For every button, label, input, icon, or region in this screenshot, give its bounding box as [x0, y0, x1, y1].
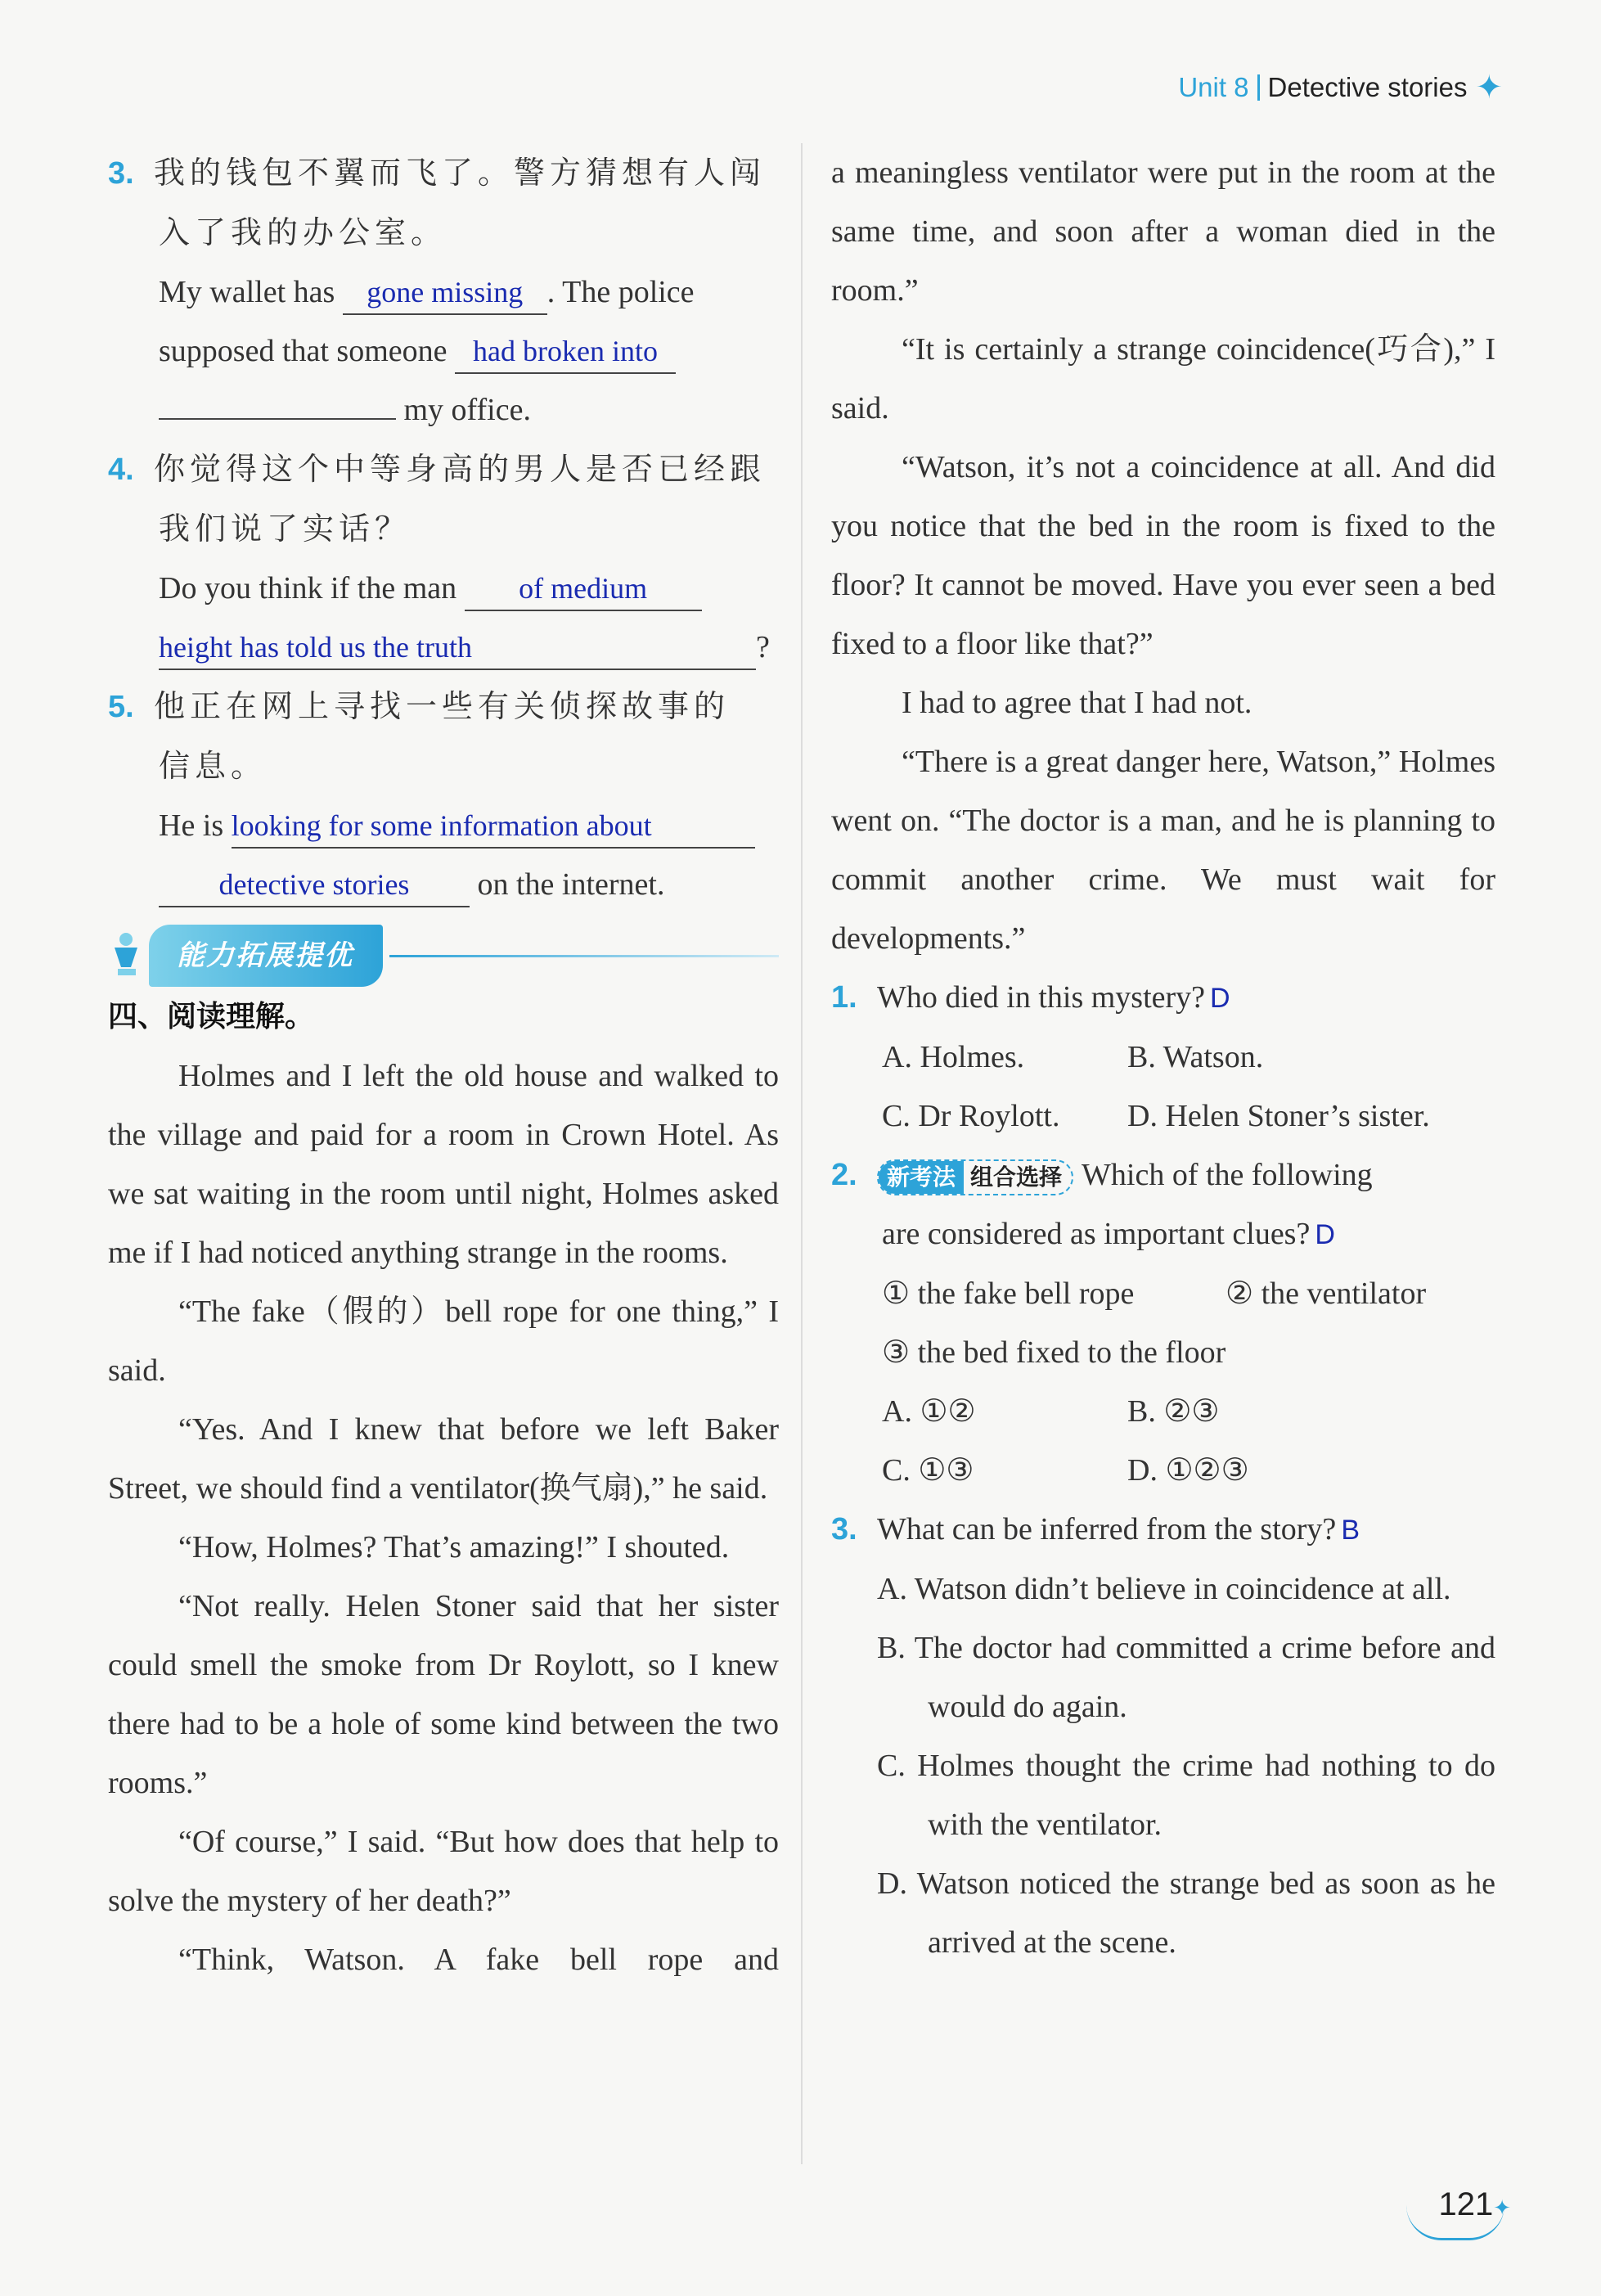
translation-question-5 — [108, 677, 779, 914]
passage-paragraph: I had to agree that I had not. — [902, 686, 1252, 720]
right-column — [831, 143, 1495, 1972]
sparkle-icon: ✦ — [1475, 70, 1503, 106]
sparkle-icon: ✦ — [1493, 2195, 1511, 2220]
options-row — [831, 1441, 1495, 1500]
reading-question-1 — [831, 968, 1495, 1146]
question-text: are considered as important clues? — [882, 1217, 1311, 1251]
reading-passage-left — [108, 1047, 779, 1989]
option-b[interactable]: B. Watson. — [1127, 1040, 1264, 1074]
banner-rule — [389, 955, 779, 957]
passage-paragraph: “How, Holmes? That’s amazing!” I shouted. — [178, 1530, 730, 1564]
passage-paragraph: “Yes. And I knew that before we left Baker Street, we should find a ventilator(换气扇),” he said. — [108, 1412, 779, 1506]
option-a[interactable]: A. ①② — [882, 1394, 976, 1429]
question-number: 4. — [108, 452, 134, 487]
question-number: 3. — [108, 156, 134, 191]
answer-blank[interactable] — [159, 418, 396, 420]
chinese-prompt: 我的钱包不翼而飞了。警方猜想有人闯 — [154, 155, 767, 191]
translation-question-3 — [108, 143, 779, 439]
answer-mark: D — [1210, 983, 1230, 1014]
sentence-text: on the internet. — [477, 867, 665, 902]
answer-blank[interactable]: of medium — [465, 567, 702, 611]
passage-paragraph: “Think, Watson. A fake bell rope and — [178, 1943, 779, 1977]
clue-item: ③ the bed fixed to the floor — [882, 1335, 1226, 1370]
option-c[interactable]: C. ①③ — [882, 1453, 974, 1488]
option-a[interactable]: A. Holmes. — [882, 1040, 1025, 1074]
option-a[interactable]: A. Watson didn’t believe in coincidence at all. — [877, 1572, 1451, 1606]
answer-blank[interactable]: detective stories — [159, 863, 470, 907]
answer-blank[interactable]: looking for some information about — [232, 804, 755, 849]
question-number: 1. — [831, 980, 857, 1015]
new-exam-tag — [877, 1159, 1073, 1195]
translation-question-4 — [108, 439, 779, 677]
answer-blank[interactable]: gone missing — [343, 271, 547, 315]
sentence-text: . The police — [546, 275, 695, 309]
passage-paragraph: “There is a great danger here, Watson,” Holmes went on. “The doctor is a man, and he is planning to commit another crime. We must wait for developments.” — [831, 745, 1495, 956]
column-divider — [801, 143, 803, 2164]
options-row — [831, 1028, 1495, 1087]
sentence-text: My wallet has — [159, 275, 335, 309]
clue-item: ① the fake bell rope — [882, 1276, 1135, 1311]
sentence-text: Do you think if the man — [159, 571, 457, 606]
sentence-text: ? — [756, 630, 770, 664]
chinese-prompt: 信息。 — [159, 748, 268, 784]
options-row — [831, 1382, 1495, 1441]
option-d[interactable]: D. Helen Stoner’s sister. — [1127, 1099, 1430, 1133]
passage-paragraph: Holmes and I left the old house and walked to the village and paid for a room in Crown Hotel. As we sat waiting in the room until night, Holmes asked me if I had noticed anything strange in the rooms. — [108, 1059, 779, 1270]
passage-paragraph: “It is certainly a strange coincidence(巧合),” I said. — [831, 332, 1495, 425]
question-number: 2. — [831, 1158, 857, 1192]
reading-passage-right — [831, 143, 1495, 968]
reading-question-2 — [831, 1146, 1495, 1500]
header-divider — [1257, 74, 1260, 101]
page-header — [1178, 69, 1503, 106]
sentence-text: He is — [159, 808, 224, 843]
passage-paragraph: “Not really. Helen Stoner said that her sister could smell the smoke from Dr Roylott, so I knew there had to be a hole of some kind between the two rooms.” — [108, 1589, 779, 1800]
left-column — [108, 143, 779, 1989]
options-row — [831, 1087, 1495, 1146]
passage-paragraph: “The fake（假的）bell rope for one thing,” I said. — [108, 1294, 779, 1388]
chinese-prompt: 你觉得这个中等身高的男人是否已经跟 — [154, 451, 767, 487]
answer-mark: D — [1315, 1219, 1335, 1250]
sentence-text: supposed that someone — [159, 334, 447, 368]
question-number: 3. — [831, 1512, 857, 1546]
answer-blank[interactable]: height has told us the truth — [159, 626, 756, 670]
question-text: What can be inferred from the story? — [877, 1512, 1337, 1546]
option-c[interactable]: C. Dr Roylott. — [882, 1099, 1060, 1133]
option-c[interactable]: C. Holmes thought the crime had nothing to do with the ventilator. — [877, 1749, 1495, 1842]
clue-row — [831, 1264, 1495, 1323]
unit-topic: Detective stories — [1267, 72, 1468, 102]
tag-label: 新考法 — [879, 1161, 964, 1194]
page-number-text: 121 — [1438, 2186, 1494, 2222]
passage-paragraph: a meaningless ventilator were put in the room at the same time, and soon after a woman died in the room.” — [831, 155, 1495, 308]
page-number — [1438, 2186, 1511, 2223]
chinese-prompt: 入了我的办公室。 — [159, 214, 447, 250]
section-title: 四、阅读理解。 — [108, 1000, 315, 1033]
chinese-prompt: 他正在网上寻找一些有关侦探故事的 — [154, 688, 731, 724]
chinese-prompt: 我们说了实话？ — [159, 511, 411, 547]
question-text: Who died in this mystery? — [877, 980, 1206, 1015]
passage-paragraph: “Watson, it’s not a coincidence at all. And did you notice that the bed in the room is fixed to the floor? It cannot be moved. Have you ever seen a bed fixed to a floor like that?” — [831, 450, 1495, 661]
reading-question-3 — [831, 1500, 1495, 1972]
answer-blank[interactable]: had broken into — [455, 330, 676, 374]
tag-sublabel: 组合选择 — [970, 1164, 1063, 1191]
trophy-icon — [108, 930, 149, 982]
question-number: 5. — [108, 690, 134, 724]
banner-label: 能力拓展提优 — [149, 925, 383, 987]
unit-label: Unit 8 — [1178, 72, 1249, 102]
option-d[interactable]: D. ①②③ — [1127, 1453, 1249, 1488]
option-b[interactable]: B. ②③ — [1127, 1394, 1220, 1429]
sentence-text: my office. — [403, 393, 531, 427]
option-b[interactable]: B. The doctor had committed a crime before and would do again. — [877, 1631, 1495, 1724]
option-d[interactable]: D. Watson noticed the strange bed as soon as he arrived at the scene. — [877, 1866, 1495, 1960]
passage-paragraph: “Of course,” I said. “But how does that help to solve the mystery of her death?” — [108, 1825, 779, 1918]
section-banner — [108, 927, 779, 984]
answer-mark: B — [1341, 1515, 1360, 1546]
question-text: Which of the following — [1082, 1158, 1373, 1192]
clue-item: ② the ventilator — [1225, 1276, 1427, 1311]
